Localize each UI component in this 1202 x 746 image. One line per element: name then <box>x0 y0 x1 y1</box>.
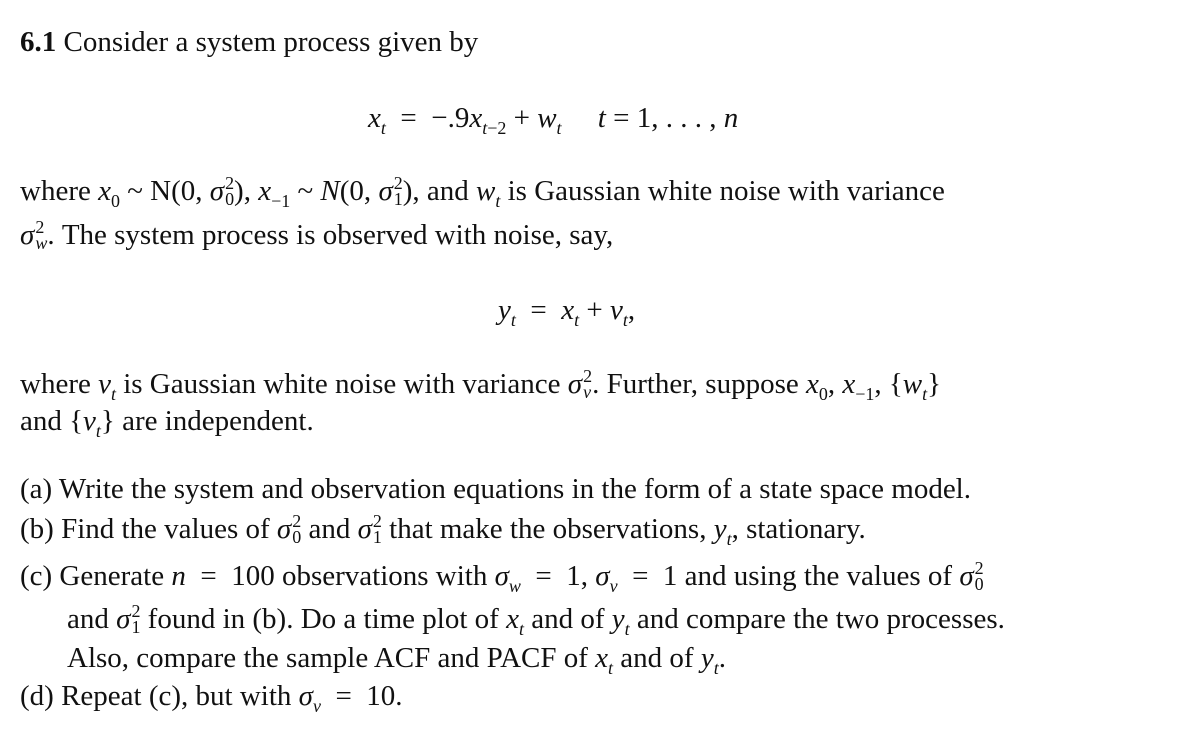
problem-number: 6.1 <box>20 26 57 58</box>
where-line-1: where $x_0$ ~ N(0, σ 2 0 ), $x_{-1}$ ~ N(0, σ 2 1 ), and $w_t$ is Gaussian white noise with variance <box>20 173 945 211</box>
where-line-2: σ 2 w . The system process is observed with noise, say, <box>20 217 614 254</box>
where-line-3: where $v_t$ is Gaussian white noise with variance σ 2 v . Further, suppose $x_0$, $x_{-1}$, $\{w_t\}$ <box>20 366 942 404</box>
part-a-label: (a) <box>20 473 53 505</box>
where-line-4: and $\{v_t\}$ are independent. <box>20 405 314 441</box>
part-c-line-2: and σ 2 1 found in (b). Do a time plot of $x_t$ and of $y_t$ and compare the two processes. <box>67 601 1005 639</box>
part-c-line-1: (c) Generate n = 100 observations with $\sigma_w = 1$, $\sigma_v = 1$ and using the values of σ 2 0 <box>20 558 984 596</box>
part-d: (d) Repeat (c), but with $\sigma_v = 10$. <box>20 680 403 716</box>
part-b: (b) Find the values of σ 2 0 and σ 2 1 that make the observations, $y_t$, stationary. <box>20 511 866 549</box>
problem-intro: Consider a system process given by <box>63 26 479 58</box>
observation-equation: $y_t = x_t + v_t$, <box>498 294 636 330</box>
part-a-text: Write the system and observation equations in the form of a state space model. <box>58 473 971 505</box>
part-c-line-3: Also, compare the sample ACF and PACF of $x_t$ and of $y_t$. <box>67 642 726 678</box>
problem-heading <box>20 28 478 57</box>
part-a <box>20 475 971 504</box>
system-equation: $x_t = -.9x_{t-2} + w_t$ t = 1, . . . , n <box>368 102 739 138</box>
